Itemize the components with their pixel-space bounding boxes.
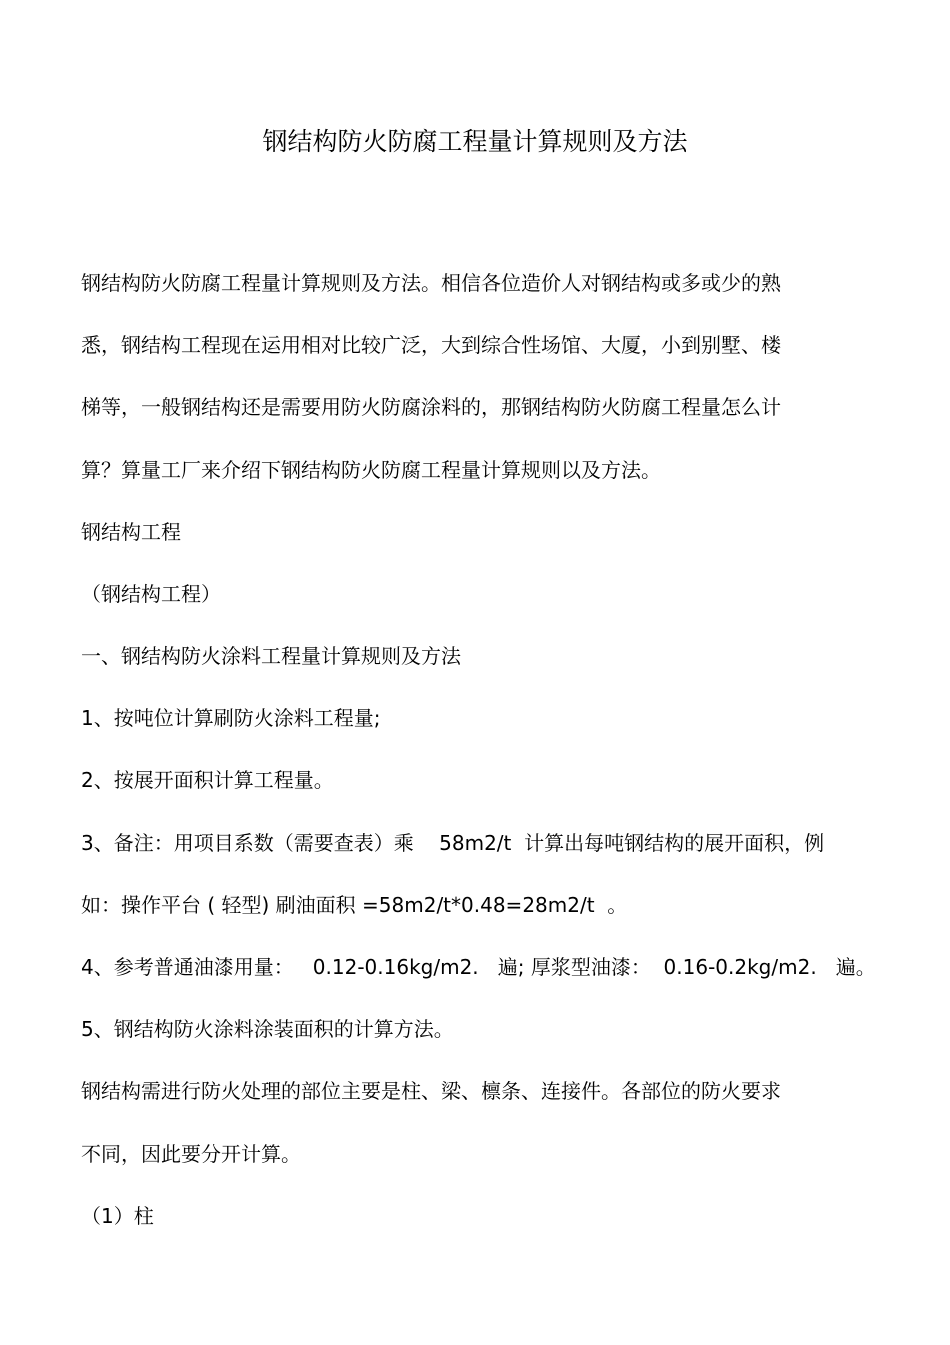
list-item: 2、按展开面积计算工程量。 <box>81 768 334 792</box>
paragraph-line: 不同，因此要分开计算。 <box>81 1142 301 1166</box>
list-item: 3、备注：用项目系数（需要查表）乘 58m2/t 计算出每吨钢结构的展开面积，例 <box>81 831 825 855</box>
paragraph-line: 悉，钢结构工程现在运用相对比较广泛，大到综合性场馆、大厦，小到别墅、楼 <box>81 333 781 357</box>
section-heading: 钢结构工程 <box>81 520 181 544</box>
document-title: 钢结构防火防腐工程量计算规则及方法 <box>262 127 688 156</box>
paragraph-line: 算？算量工厂来介绍下钢结构防火防腐工程量计算规则以及方法。 <box>81 458 661 482</box>
list-item: 1、按吨位计算刷防火涂料工程量; <box>81 706 381 730</box>
section-heading: 一、钢结构防火涂料工程量计算规则及方法 <box>81 644 461 668</box>
list-item: 5、钢结构防火涂料涂装面积的计算方法。 <box>81 1017 454 1041</box>
subsection-heading: （1）柱 <box>81 1204 154 1228</box>
paragraph-line: 钢结构防火防腐工程量计算规则及方法。相信各位造价人对钢结构或多或少的熟 <box>81 271 781 295</box>
image-caption: （钢结构工程） <box>81 582 221 606</box>
list-item-continuation: 如：操作平台 ( 轻型) 刷油面积 =58m2/t*0.48=28m2/t 。 <box>81 893 628 917</box>
paragraph-line: 钢结构需进行防火处理的部位主要是柱、梁、檩条、连接件。各部位的防火要求 <box>81 1079 781 1103</box>
list-item: 4、参考普通油漆用量： 0.12-0.16kg/m2. 遍; 厚浆型油漆： 0.16-0.2kg/m2. 遍。 <box>81 955 876 979</box>
paragraph-line: 梯等，一般钢结构还是需要用防火防腐涂料的，那钢结构防火防腐工程量怎么计 <box>81 395 781 419</box>
